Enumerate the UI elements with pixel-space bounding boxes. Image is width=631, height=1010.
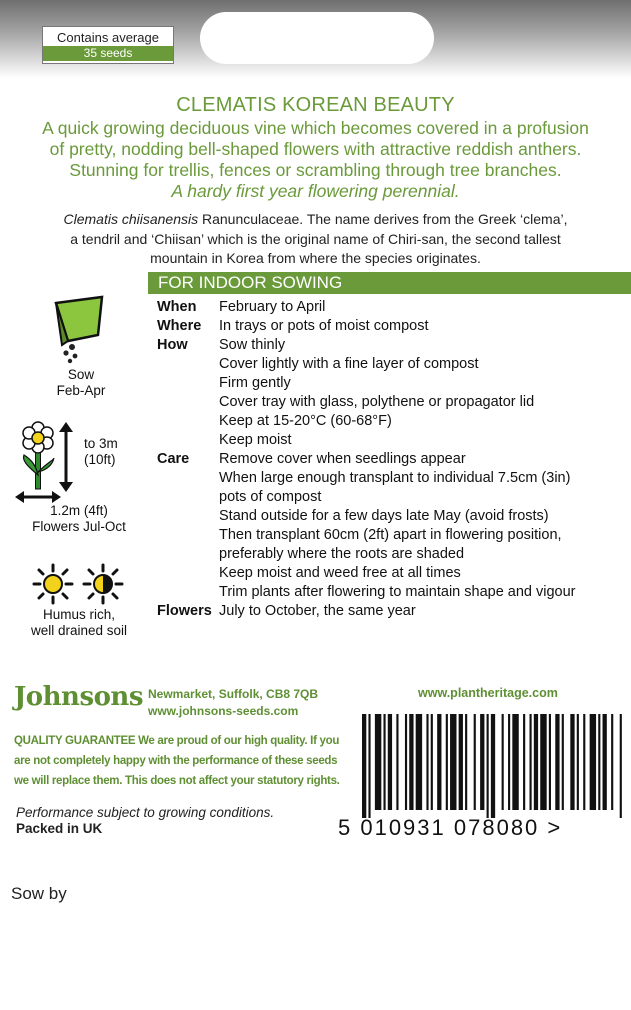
barcode-bar xyxy=(396,714,398,810)
barcode-bar xyxy=(549,714,551,810)
barcode-bar xyxy=(409,714,413,810)
latin-name: Clematis chiisanensis xyxy=(63,211,199,227)
barcode-bar xyxy=(512,714,518,810)
barcode-bar xyxy=(416,714,422,810)
johnsons-logo: Johnsons xyxy=(14,682,143,712)
care-step: Stand outside for a few days late May (avoid frosts) xyxy=(219,508,549,524)
flowers-value: July to October, the same year xyxy=(219,603,416,619)
guarantee-line: we will replace them. This does not affect your statutory rights. xyxy=(14,775,340,787)
care-step: Remove cover when seedlings appear xyxy=(219,451,466,467)
care-step: When large enough transplant to individual 7.5cm (3in) xyxy=(219,470,571,486)
quality-guarantee xyxy=(14,731,344,791)
seed-count-box xyxy=(42,26,174,64)
barcode-bar xyxy=(598,714,600,810)
barcode-bar xyxy=(446,714,448,810)
how-step: Cover tray with glass, polythene or propagator lid xyxy=(219,394,535,410)
seed-packet-icon xyxy=(48,295,110,365)
barcode-bar xyxy=(362,714,366,818)
how-step: Cover lightly with a fine layer of compost xyxy=(219,356,479,372)
description-line: A quick growing deciduous vine which becomes covered in a profusion xyxy=(42,118,589,138)
where-value: In trays or pots of moist compost xyxy=(219,318,429,334)
plant-heritage-url: www.plantheritage.com xyxy=(418,686,558,700)
brand-address-block xyxy=(148,686,318,720)
barcode-bar xyxy=(530,714,532,810)
barcode xyxy=(362,714,624,818)
hang-slot xyxy=(200,12,434,64)
barcode-bar xyxy=(583,714,585,810)
how-step: Firm gently xyxy=(219,375,291,391)
barcode-bar xyxy=(450,714,456,810)
height-imperial: (10ft) xyxy=(84,452,116,467)
barcode-bar xyxy=(603,714,607,810)
care-step: pots of compost xyxy=(219,489,322,505)
seed-count-label: Contains average xyxy=(57,30,159,45)
latin-description xyxy=(10,210,621,269)
care-step: preferably where the roots are shaded xyxy=(219,546,465,562)
care-step: Trim plants after flowering to maintain shape and vigour xyxy=(219,584,576,600)
barcode-bar xyxy=(534,714,538,810)
soil-info xyxy=(18,607,140,639)
partial-shade-icon xyxy=(82,563,124,605)
barcode-bar xyxy=(480,714,484,810)
where-label: Where xyxy=(157,318,202,334)
barcode-bar xyxy=(388,714,392,810)
sow-label: Sow xyxy=(67,367,95,382)
barcode-bar xyxy=(405,714,407,810)
flower-icon xyxy=(14,420,84,508)
barcode-bar xyxy=(620,714,622,818)
barcode-bar xyxy=(570,714,574,810)
spread-info xyxy=(20,503,138,535)
how-step: Keep moist xyxy=(219,432,292,448)
full-sun-icon xyxy=(32,563,74,605)
flowering-period: Flowers Jul-Oct xyxy=(32,519,126,534)
barcode-bar xyxy=(555,714,559,810)
barcode-bar xyxy=(375,714,381,810)
spread-value: 1.2m (4ft) xyxy=(50,503,108,518)
description-line: of pretty, nodding bell-shaped flowers with attractive reddish anthers. xyxy=(49,139,582,159)
brand-address: Newmarket, Suffolk, CB8 7QB xyxy=(148,687,319,701)
sow-by-label: Sow by xyxy=(11,884,67,903)
barcode-bar xyxy=(487,714,489,818)
barcode-bar xyxy=(474,714,476,810)
barcode-bar xyxy=(540,714,546,810)
care-step: Keep moist and weed free at all times xyxy=(219,565,461,581)
barcode-bar xyxy=(611,714,613,810)
care-step: Then transplant 60cm (2ft) apart in flowering position, xyxy=(219,527,562,543)
barcode-bar xyxy=(431,714,433,810)
height-info xyxy=(84,436,134,468)
sow-period xyxy=(40,367,122,399)
brand-website: www.johnsons-seeds.com xyxy=(148,704,299,718)
how-label: How xyxy=(157,337,188,353)
barcode-bar xyxy=(502,714,504,810)
barcode-bar xyxy=(508,714,510,810)
guarantee-line: are not completely happy with the performance of these seeds xyxy=(14,755,338,767)
seed-count-value: 35 seeds xyxy=(43,46,173,61)
barcode-bar xyxy=(491,714,495,818)
sow-months: Feb-Apr xyxy=(56,383,106,398)
sowing-instructions xyxy=(157,298,627,621)
barcode-bar xyxy=(459,714,463,810)
latin-text: a tendril and ‘Chiisan’ which is the original name of Chiri-san, the second tallest xyxy=(70,230,561,247)
barcode-bar xyxy=(562,714,564,810)
barcode-bar xyxy=(383,714,385,810)
barcode-bar xyxy=(426,714,428,810)
flowers-label: Flowers xyxy=(157,603,212,619)
barcode-bar xyxy=(437,714,441,810)
packed-in: Packed in UK xyxy=(16,821,103,836)
soil-line: well drained soil xyxy=(30,623,128,638)
latin-text: Ranunculaceae. The name derives from the Greek ‘clema’, xyxy=(198,211,568,227)
barcode-bar xyxy=(368,714,370,818)
when-value: February to April xyxy=(219,299,326,315)
latin-text: mountain in Korea from where the species originates. xyxy=(150,250,481,266)
description-line: Stunning for trellis, fences or scrambling through tree branches. xyxy=(69,160,562,180)
barcode-bar xyxy=(523,714,525,810)
barcode-bar xyxy=(577,714,579,810)
performance-note: Performance subject to growing conditions. xyxy=(16,805,275,820)
barcode-number: 5 010931 078080 > xyxy=(338,815,563,840)
barcode-bar xyxy=(465,714,467,810)
care-label: Care xyxy=(157,451,190,467)
guarantee-line: QUALITY GUARANTEE We are proud of our high quality. If you xyxy=(14,735,340,747)
product-title: CLEMATIS KOREAN BEAUTY xyxy=(176,94,455,116)
sowing-header: FOR INDOOR SOWING xyxy=(148,272,631,294)
soil-line: Humus rich, xyxy=(42,607,115,622)
how-step: Sow thinly xyxy=(219,337,286,353)
height-value: to 3m xyxy=(84,436,118,451)
description xyxy=(0,118,631,202)
description-italic: A hardy first year flowering perennial. xyxy=(171,181,460,201)
how-step: Keep at 15-20°C (60-68°F) xyxy=(219,413,392,429)
when-label: When xyxy=(157,299,197,315)
barcode-bar xyxy=(590,714,596,810)
brand xyxy=(14,682,354,722)
